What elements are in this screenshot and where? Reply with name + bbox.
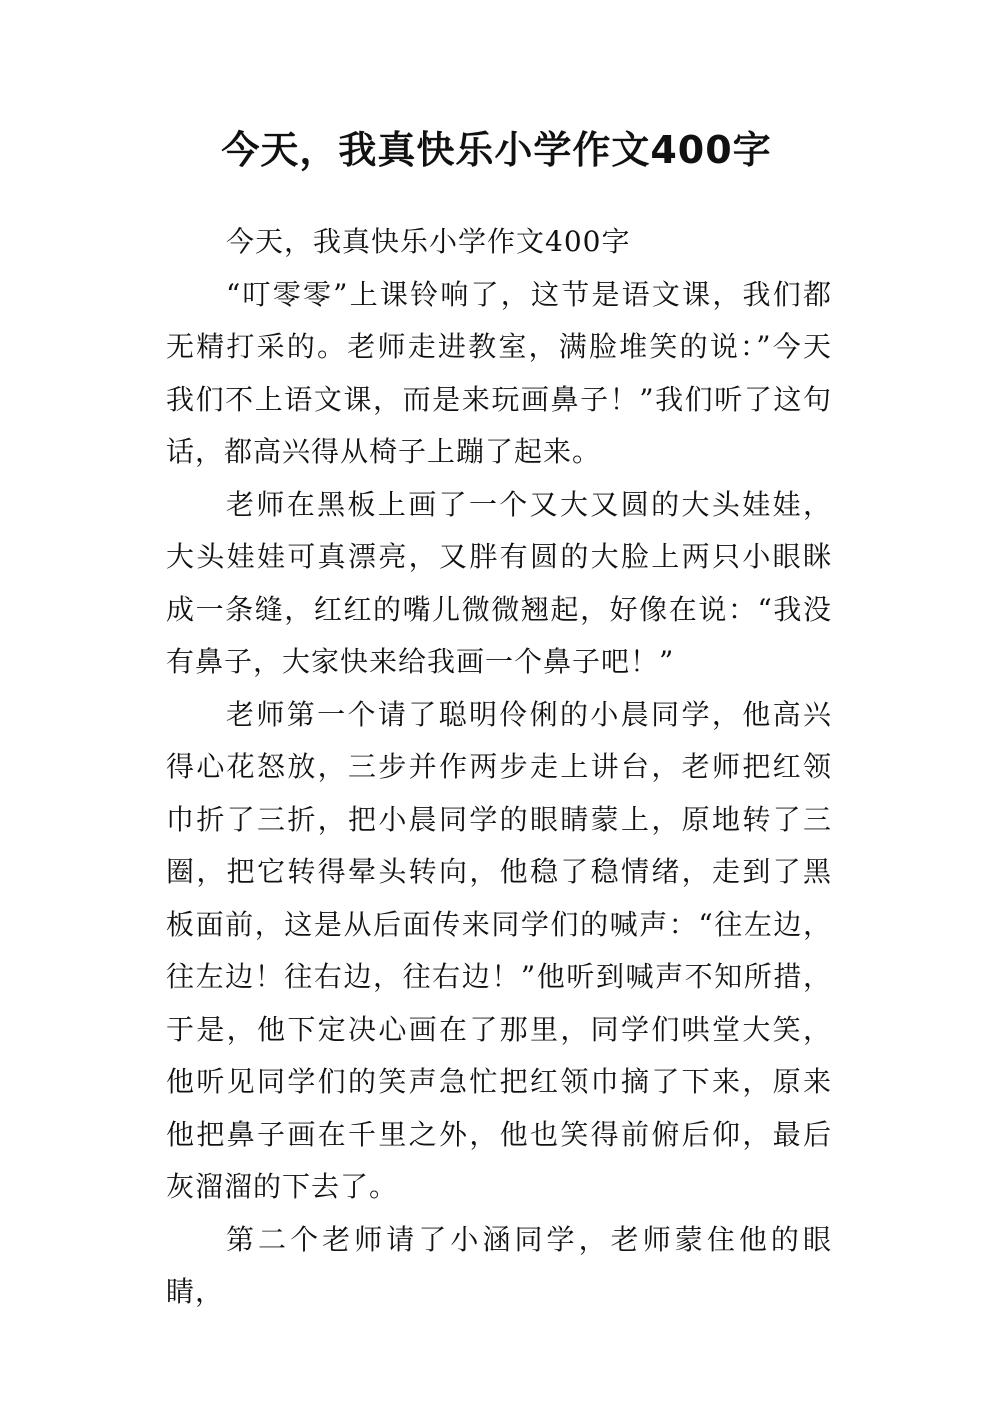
paragraph-bell: “叮零零”上课铃响了，这节是语文课，我们都无精打采的。老师走进教室，满脸堆笑的说：”今天我们不上语文课，而是来玩画鼻子！”我们听了这句话，都高兴得从椅子上蹦了起来。 xyxy=(166,277,832,468)
document-title: 今天，我真快乐小学作文400字 xyxy=(221,128,772,172)
document-body xyxy=(166,216,832,1319)
paragraph-xiaohan: 第二个老师请了小涵同学，老师蒙住他的眼睛， xyxy=(166,1222,832,1308)
paragraph-xiaochen: 老师第一个请了聪明伶俐的小晨同学，他高兴得心花怒放，三步并作两步走上讲台，老师把红领巾折了三折，把小晨同学的眼睛蒙上，原地转了三圈，把它转得晕头转向，他稳了稳情绪，走到了黑板面前，这是从后面传来同学们的喊声：“往左边，往左边！往右边，往右边！”他听到喊声不知所措，于是，他下定决心画在了那里，同学们哄堂大笑，他听见同学们的笑声急忙把红领巾摘了下来，原来他把鼻子画在千里之外，他也笑得前俯后仰，最后灰溜溜的下去了。 xyxy=(166,697,832,1203)
paragraph-subtitle: 今天，我真快乐小学作文400字 xyxy=(226,225,631,258)
paragraph-doll: 老师在黑板上画了一个又大又圆的大头娃娃，大头娃娃可真漂亮，又胖有圆的大脸上两只小眼眯成一条缝，红红的嘴儿微微翘起，好像在说：“我没有鼻子，大家快来给我画一个鼻子吧！” xyxy=(166,487,832,678)
